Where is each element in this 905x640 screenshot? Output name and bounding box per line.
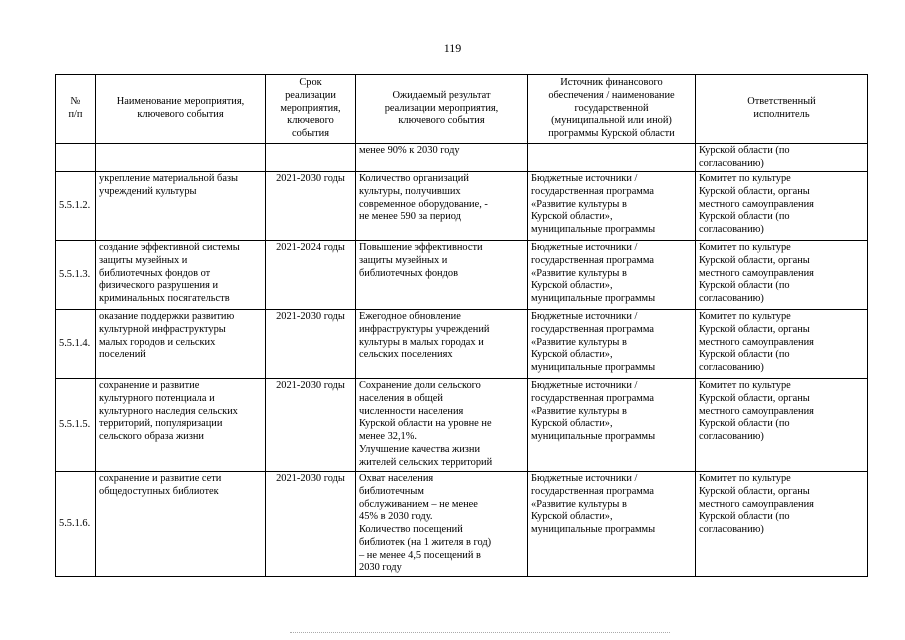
table-row-continuation [56,144,868,172]
header-term: Срок реализации мероприятия, ключевого события [266,75,356,144]
cell-term: 2021-2030 годы [266,472,356,577]
table-header-row [56,75,868,144]
table-row [56,241,868,310]
cell-name [96,144,266,172]
header-executor: Ответственный исполнитель [696,75,868,144]
cell-source: Бюджетные источники / государственная программа «Развитие культуры в Курской области», муниципальные программы [528,379,696,472]
cell-num: 5.5.1.3. [56,241,96,310]
cell-name: создание эффективной системы защиты музейных и библиотечных фондов от физического разрушения и криминальных посягательств [96,241,266,310]
page-number: 119 [443,41,462,55]
cell-result: Охват населения библиотечным обслуживанием – не менее 45% в 2030 году. Количество посещений библиотек (на 1 жителя в год) – не менее 4,5 посещений в 2030 году [356,472,528,577]
cell-name: сохранение и развитие сети общедоступных библиотек [96,472,266,577]
cell-name: укрепление материальной базы учреждений культуры [96,172,266,241]
cell-num [56,144,96,172]
cell-term: 2021-2030 годы [266,379,356,472]
table-row [56,472,868,577]
cell-term: 2021-2030 годы [266,172,356,241]
table-row [56,379,868,472]
cell-source: Бюджетные источники / государственная программа «Развитие культуры в Курской области», муниципальные программы [528,310,696,379]
cell-source: Бюджетные источники / государственная программа «Развитие культуры в Курской области», муниципальные программы [528,241,696,310]
cell-result: Сохранение доли сельского населения в общей численности населения Курской области на уровне не менее 32,1%. Улучшение качества жизни жителей сельских территорий [356,379,528,472]
scan-artifact-line [290,632,670,636]
cell-result: Повышение эффективности защиты музейных и библиотечных фондов [356,241,528,310]
cell-num: 5.5.1.5. [56,379,96,472]
cell-name: сохранение и развитие культурного потенциала и культурного наследия сельских территорий, популяризации сельского образа жизни [96,379,266,472]
cell-term: 2021-2030 годы [266,310,356,379]
table-row [56,172,868,241]
cell-num: 5.5.1.6. [56,472,96,577]
cell-name: оказание поддержки развитию культурной инфраструктуры малых городов и сельских поселений [96,310,266,379]
cell-executor: Комитет по культуре Курской области, органы местного самоуправления Курской области (по согласованию) [696,310,868,379]
cell-executor: Курской области (по согласованию) [696,144,868,172]
cell-num: 5.5.1.4. [56,310,96,379]
cell-result: Ежегодное обновление инфраструктуры учреждений культуры в малых городах и сельских поселениях [356,310,528,379]
header-source: Источник финансового обеспечения / наименование государственной (муниципальной или иной) программы Курской области [528,75,696,144]
header-name: Наименование мероприятия, ключевого события [96,75,266,144]
header-result: Ожидаемый результат реализации мероприятия, ключевого события [356,75,528,144]
cell-source: Бюджетные источники / государственная программа «Развитие культуры в Курской области», муниципальные программы [528,172,696,241]
header-num: № п/п [56,75,96,144]
cell-executor: Комитет по культуре Курской области, органы местного самоуправления Курской области (по согласованию) [696,172,868,241]
cell-executor: Комитет по культуре Курской области, органы местного самоуправления Курской области (по согласованию) [696,241,868,310]
cell-term [266,144,356,172]
table-row [56,310,868,379]
cell-result: менее 90% к 2030 году [356,144,528,172]
cell-executor: Комитет по культуре Курской области, органы местного самоуправления Курской области (по согласованию) [696,379,868,472]
cell-source [528,144,696,172]
cell-source: Бюджетные источники / государственная программа «Развитие культуры в Курской области», муниципальные программы [528,472,696,577]
measures-table [55,74,868,577]
cell-num: 5.5.1.2. [56,172,96,241]
cell-term: 2021-2024 годы [266,241,356,310]
cell-result: Количество организаций культуры, получивших современное оборудование, - не менее 590 за период [356,172,528,241]
cell-executor: Комитет по культуре Курской области, органы местного самоуправления Курской области (по согласованию) [696,472,868,577]
